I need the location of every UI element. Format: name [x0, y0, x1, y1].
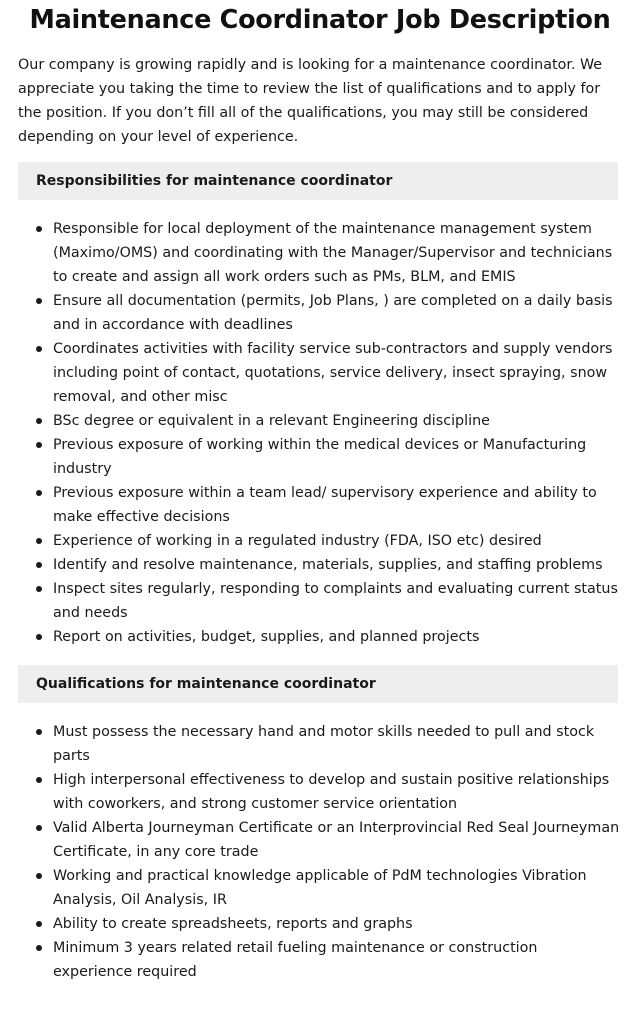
- list-item-text: Minimum 3 years related retail fueling maintenance or construction experience required: [53, 940, 538, 980]
- list-item-text: Experience of working in a regulated industry (FDA, ISO etc) desired: [53, 533, 542, 549]
- list-item: [36, 577, 620, 625]
- list-item-text: Coordinates activities with facility service sub-contractors and supply vendors including point of contact, quotations, service delivery, insect spraying, snow removal, and other misc: [53, 341, 613, 405]
- bullet-icon: [36, 442, 42, 448]
- list-item-text: Previous exposure of working within the medical devices or Manufacturing industry: [53, 437, 587, 477]
- bullet-icon: [36, 634, 42, 640]
- list-item: [36, 409, 620, 433]
- list-item: [36, 217, 620, 289]
- bullet-icon: [36, 729, 42, 735]
- bullet-icon: [36, 873, 42, 879]
- list-item-text: Working and practical knowledge applicable of PdM technologies Vibration Analysis, Oil Analysis, IR: [53, 868, 587, 908]
- list-item: [36, 912, 620, 936]
- list-item-text: Report on activities, budget, supplies, and planned projects: [53, 629, 480, 645]
- list-item: [36, 625, 620, 649]
- list-item: [36, 481, 620, 529]
- bullet-icon: [36, 825, 42, 831]
- qualifications-list: [36, 720, 620, 984]
- list-item-text: Responsible for local deployment of the maintenance management system (Maximo/OMS) and coordinating with the Manager/Supervisor and technicians to create and assign all work orders such as PMs, BLM, and EMIS: [53, 221, 613, 285]
- list-item-text: Identify and resolve maintenance, materials, supplies, and staffing problems: [53, 557, 603, 573]
- page-title: Maintenance Coordinator Job Description: [29, 5, 611, 35]
- list-item-text: Valid Alberta Journeyman Certificate or an Interprovincial Red Seal Journeyman Certificate, in any core trade: [53, 820, 620, 860]
- list-item-text: High interpersonal effectiveness to develop and sustain positive relationships with coworkers, and strong customer service orientation: [53, 772, 610, 812]
- bullet-icon: [36, 418, 42, 424]
- list-item: [36, 816, 620, 864]
- list-item: [36, 529, 620, 553]
- bullet-icon: [36, 921, 42, 927]
- list-item-text: Previous exposure within a team lead/ supervisory experience and ability to make effective decisions: [53, 485, 597, 525]
- list-item-text: Must possess the necessary hand and motor skills needed to pull and stock parts: [53, 724, 595, 764]
- bullet-icon: [36, 777, 42, 783]
- list-item: [36, 720, 620, 768]
- list-item-text: Ensure all documentation (permits, Job Plans, ) are completed on a daily basis and in accordance with deadlines: [53, 293, 613, 333]
- list-item: [36, 768, 620, 816]
- bullet-icon: [36, 945, 42, 951]
- list-item: [36, 553, 620, 577]
- list-item: [36, 289, 620, 337]
- list-item: [36, 337, 620, 409]
- bullet-icon: [36, 490, 42, 496]
- bullet-icon: [36, 346, 42, 352]
- intro-paragraph: Our company is growing rapidly and is looking for a maintenance coordinator. We appreciate you taking the time to review the list of qualifications and to apply for the position. If you don’t fill all of the qualifications, you may still be considered depending on your level of experience.: [18, 57, 603, 145]
- responsibilities-heading: Responsibilities for maintenance coordinator: [18, 162, 618, 200]
- bullet-icon: [36, 562, 42, 568]
- list-item: [36, 936, 620, 984]
- responsibilities-list: [36, 217, 620, 649]
- list-item-text: Inspect sites regularly, responding to complaints and evaluating current status and needs: [53, 581, 618, 621]
- qualifications-heading: Qualifications for maintenance coordinator: [18, 665, 618, 703]
- bullet-icon: [36, 226, 42, 232]
- bullet-icon: [36, 298, 42, 304]
- list-item: [36, 864, 620, 912]
- list-item: [36, 433, 620, 481]
- bullet-icon: [36, 538, 42, 544]
- list-item-text: BSc degree or equivalent in a relevant Engineering discipline: [53, 413, 490, 429]
- bullet-icon: [36, 586, 42, 592]
- list-item-text: Ability to create spreadsheets, reports and graphs: [53, 916, 413, 932]
